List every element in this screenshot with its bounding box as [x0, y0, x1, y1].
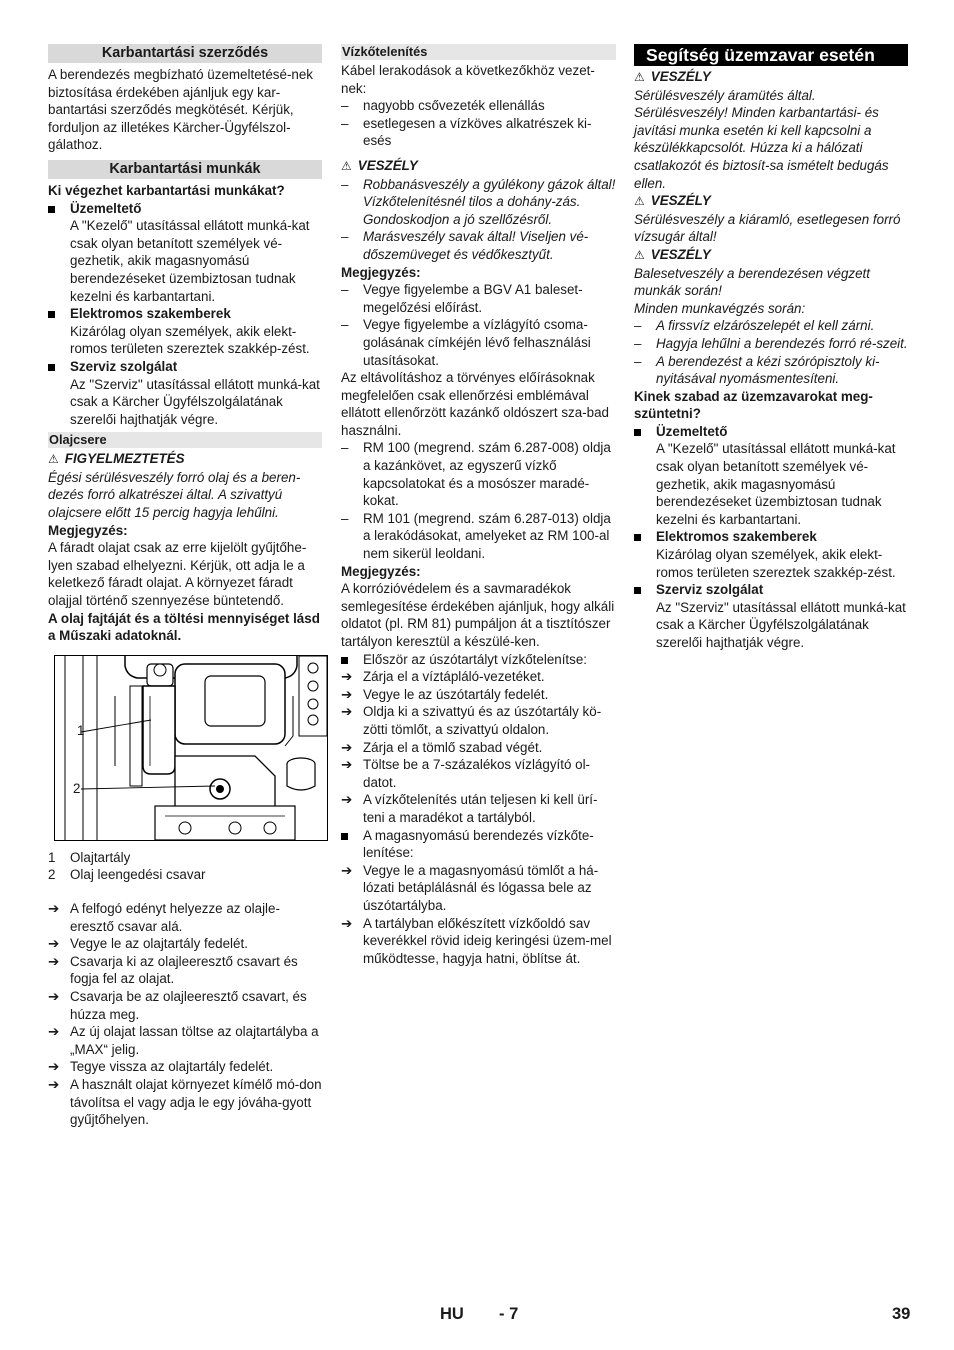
section-heading-descaling: Vízkőtelenítés: [341, 44, 616, 60]
arrow-right-icon: ➔: [48, 988, 60, 1004]
arrow-right-icon: ➔: [48, 1024, 60, 1040]
footer-local-page: - 7: [499, 1305, 519, 1323]
list-item-text: A "Kezelő" utasítással ellátott munká-kat csak olyan betanított személyek vé-gezhetik, akik magasnyomású berendezéseket üzembiztosan tudnak kezelni és karbantartani.: [656, 441, 896, 527]
list-item-title: Elektromos szakemberek: [70, 306, 231, 322]
figure-callout-2: 2: [73, 780, 81, 796]
arrow-right-icon: ➔: [48, 901, 60, 916]
list-item-title: Üzemeltető: [656, 423, 728, 439]
section-heading-maintenance-work: Karbantartási munkák: [48, 160, 322, 179]
caption-number: 2: [48, 867, 56, 883]
warning-triangle-icon: ⚠: [341, 158, 352, 173]
step-item: ➔ A vízkőtelenítés után teljesen ki kell ürí-teni a maradékot a tartályból.: [341, 792, 598, 825]
warning-subtext: Minden munkavégzés során:: [634, 300, 806, 316]
note-label: Megjegyzés:: [341, 264, 421, 280]
warning-triangle-icon: ⚠: [634, 194, 645, 209]
question-who-maintains: Ki végezhet karbantartási munkákat?: [48, 182, 285, 198]
warning-title: [341, 157, 616, 176]
warning-label: VESZÉLY: [650, 69, 711, 84]
dash-item: – RM 100 (megrend. szám 6.287-008) oldja a kazánkövet, az egyszerű vízkő kapcsolatokat és a mosószer maradé-kokat.: [341, 440, 611, 509]
dash-item: – A firssvíz elzárószelepét el kell zárni.: [634, 318, 875, 334]
dash-item: – RM 101 (megrend. szám 6.287-013) oldja a lerakódásokat, amelyeket az RM 100-al nem sikerül leoldani.: [341, 510, 611, 562]
arrow-right-icon: ➔: [48, 936, 60, 952]
section-heading-maintenance-contract: Karbantartási szerződés: [48, 44, 322, 63]
figure-caption: [48, 849, 322, 867]
list-item-title: Üzemeltető: [70, 200, 142, 216]
bullet-square-icon: [634, 587, 641, 594]
step-item: ➔ Csavarja ki az olajleeresztő csavart és fogja fel az olajat.: [48, 953, 298, 987]
arrow-right-icon: ➔: [341, 757, 353, 773]
list-item-title: Szerviz szolgálat: [656, 582, 764, 598]
arrow-right-icon: ➔: [341, 915, 353, 931]
warning-text: Sérülésveszély áramütés által. Sérülésveszély! Minden karbantartási- és javítási munka esetén ki kell kapcsolni a készülékkapcsolót. Húzza ki a hálózati csatlakozót és biztosít-sa ismételt bedugás ellen.: [634, 87, 889, 191]
footer-page-number: 39: [892, 1305, 911, 1323]
paragraph-maintenance-contract: A berendezés megbízható üzemeltetésé-nek biztosítása érdekében ajánljuk egy kar-bantartási szerződés megkötését. Kérjük, forduljon az illetékes Kärcher-Ügyfélszol-gálathoz.: [48, 67, 314, 153]
list-item: [634, 423, 908, 441]
question-who-troubleshoots: Kinek szabad az üzemzavarokat meg-szüntetni?: [634, 388, 873, 422]
note-label: Megjegyzés:: [48, 522, 128, 538]
dash-item: – Vegye figyelembe a BGV A1 baleset-megelőzési előírást.: [341, 282, 583, 315]
step-item: ➔ Vegye le az úszótartály fedelét.: [341, 686, 549, 702]
bullet-square-icon: [48, 311, 55, 318]
bullet-square-icon: [48, 206, 55, 213]
list-item: [48, 305, 322, 323]
step-item: ➔ Töltse be a 7-százalékos vízlágyító ol-datot.: [341, 757, 591, 790]
personnel-list: [48, 200, 322, 429]
warning-label: VESZÉLY: [357, 157, 418, 173]
step-item: ➔ Az új olajat lassan töltse az olajtartályba a „MAX“ jelig.: [48, 1024, 319, 1057]
warning-text: Égési sérülésveszély forró olaj és a beren-dezés forró alkatrészei által. A szivattyú olajcsere előtt 15 percig hagyja lehűlni.: [48, 469, 301, 521]
note-label: Megjegyzés:: [341, 563, 421, 579]
oil-change-steps: [48, 900, 322, 1129]
warning-title: [634, 192, 908, 211]
corrosion-paragraph: A korrózióvédelem és a savmaradékok semlegesítése érdekében ajánljuk, hogy alkáli oldatot (pl. RM 81) pumpáljon át a tisztítószer tartályon keresztül a készülé-ken.: [341, 581, 615, 649]
step-item: ➔ A tartályban előkészített vízkőoldó sav keverékkel rövid ideig keringési üzem-mel működtesse, hagyja hatni, öblítse át.: [341, 915, 612, 966]
section-heading-troubleshooting: Segítség üzemzavar esetén: [634, 44, 908, 66]
step-item: ➔ Csavarja be az olajleeresztő csavart, és húzza meg.: [48, 988, 307, 1022]
step-item: ➔ Vegye le a magasnyomású tömlőt a há-lózati betáplálásnál és lógassa bele az úszótartályba.: [341, 862, 599, 913]
arrow-right-icon: ➔: [341, 792, 353, 808]
arrow-right-icon: ➔: [48, 1076, 60, 1092]
list-item-text: Kizárólag olyan személyek, akik elekt-romos területen szereztek szakkép-zést.: [656, 547, 896, 580]
caption-text: Olajtartály: [70, 849, 131, 865]
dash-item: – esetlegesen a vízköves alkatrészek ki-esés: [341, 115, 592, 149]
dash-item: – Marásveszély savak által! Viseljen vé-dőszemüveget és védőkesztyűt.: [341, 229, 589, 262]
dash-item: – Vegye figyelembe a vízlágyító csoma-golásának címkéjén lévő felhasználási utasításokat.: [341, 317, 591, 368]
arrow-right-icon: ➔: [341, 739, 353, 755]
warning-triangle-icon: ⚠: [48, 452, 59, 467]
list-item-text: A "Kezelő" utasítással ellátott munká-kat csak olyan betanított személyek vé-gezhetik, akik magasnyomású berendezéseket üzembiztosan tudnak kezelni és karbantartani.: [70, 218, 310, 304]
list-item-text: Kizárólag olyan személyek, akik elekt-romos területen szereztek szakkép-zést.: [70, 323, 310, 357]
warning-label: VESZÉLY: [650, 246, 711, 262]
column-right: [634, 44, 908, 652]
arrow-right-icon: ➔: [341, 669, 353, 685]
list-item: [634, 528, 908, 546]
dash-item: – nagyobb csővezeték ellenállás: [341, 98, 545, 114]
dash-item: – Robbanásveszély a gyúlékony gázok által! Vízkőtelenítésnél tilos a dohány-zás. Gondoskodjon a jó szellőzésről.: [341, 176, 616, 227]
oil-spec-note: A olaj fajtáját és a töltési mennyiséget lásd a Műszaki adatoknál.: [48, 610, 320, 644]
warning-triangle-icon: ⚠: [634, 70, 645, 84]
warning-label: VESZÉLY: [650, 193, 711, 209]
solvent-paragraph: Az eltávolításhoz a törvényes előírásoknak megfelelően csak ellenőrzési emblémával ellátott ellenőrzött kazánkő oldószert sza-bad használni.: [341, 370, 609, 438]
warning-title: [48, 450, 322, 469]
pump-illustration: [55, 656, 327, 840]
descaling-intro: Kábel lerakodások a következőkhöz vezet-nek:: [341, 63, 595, 96]
list-item: [634, 581, 908, 599]
note-text: A fáradt olajat csak az erre kijelölt gyűjtőhe-lyen szabad elhelyezni. Kérjük, ott adja le a keletkező fáradt olajat. A környezet fáradt olajjal történő szennyezése büntetendő.: [48, 540, 307, 609]
warning-text: Sérülésveszély a kiáramló, esetlegesen forró vízsugár által!: [634, 211, 901, 245]
arrow-right-icon: ➔: [48, 1059, 60, 1075]
bullet-square-icon: [48, 364, 55, 371]
caption-text: Olaj leengedési csavar: [70, 867, 206, 883]
column-left: [48, 44, 322, 1129]
list-item: [48, 358, 322, 376]
list-item-title: Szerviz szolgálat: [70, 358, 178, 374]
dash-item: – Hagyja lehűlni a berendezés forró ré-szeit.: [634, 335, 908, 351]
step-item: ➔ A használt olajat környezet kímélő mó-don távolítsa el vagy adja le egy jóváha-gyott gyűjtőhelyen.: [48, 1076, 322, 1128]
figure-caption: [48, 866, 322, 884]
footer-language: HU: [440, 1305, 464, 1323]
list-item: [48, 200, 322, 218]
arrow-right-icon: ➔: [341, 704, 353, 720]
figure-callout-1: 1: [77, 722, 85, 738]
figure-caption-list: [48, 849, 322, 884]
step-item: ➔ A felfogó edényt helyezze az olajle-eresztő csavar alá.: [48, 901, 280, 934]
column-middle: [341, 44, 616, 967]
bullet-square-icon: [634, 429, 641, 436]
step-item: ➔ Zárja el a tömlő szabad végét.: [341, 739, 543, 755]
square-bullet-item: Először az úszótartályt vízkőtelenítse:: [341, 651, 616, 669]
list-item-title: Elektromos szakemberek: [656, 529, 817, 545]
warning-title: [634, 246, 908, 265]
step-item: ➔ Zárja el a víztápláló-vezetéket.: [341, 669, 545, 685]
warning-triangle-icon: ⚠: [634, 247, 645, 262]
bullet-square-icon: [634, 534, 641, 541]
oil-tank-figure: [54, 655, 328, 841]
square-bullet-item: A magasnyomású berendezés vízkőte-lenítése:: [341, 827, 616, 862]
dash-item: – A berendezést a kézi szórópisztoly ki-nyitásával nyomásmentesíteni.: [634, 353, 880, 387]
warning-text: Balesetveszély a berendezésen végzett munkák során!: [634, 265, 870, 299]
caption-number: 1: [48, 849, 56, 865]
arrow-right-icon: ➔: [48, 953, 60, 969]
warning-title: [634, 68, 908, 87]
arrow-right-icon: ➔: [341, 686, 353, 702]
list-item-text: Az "Szerviz" utasítással ellátott munká-kat csak a Kärcher Ügyfélszolgálatának szerelői hajthatják végre.: [70, 376, 320, 427]
arrow-right-icon: ➔: [341, 862, 353, 878]
section-heading-oil-change: Olajcsere: [48, 432, 322, 448]
bullet-square-icon: [341, 657, 348, 664]
bullet-square-icon: [341, 833, 348, 840]
step-item: ➔ Vegye le az olajtartály fedelét.: [48, 936, 248, 952]
step-item: ➔ Tegye vissza az olajtartály fedelét.: [48, 1059, 274, 1075]
step-item: ➔ Oldja ki a szivattyú és az úszótartály kö-zötti tömlőt, a szivattyú oldalon.: [341, 704, 602, 737]
warning-label: FIGYELMEZTETÉS: [64, 451, 185, 467]
list-item-text: Az "Szerviz" utasítással ellátott munká-kat csak a Kärcher Ügyfélszolgálatának szerelői hajthatják végre.: [656, 599, 906, 650]
